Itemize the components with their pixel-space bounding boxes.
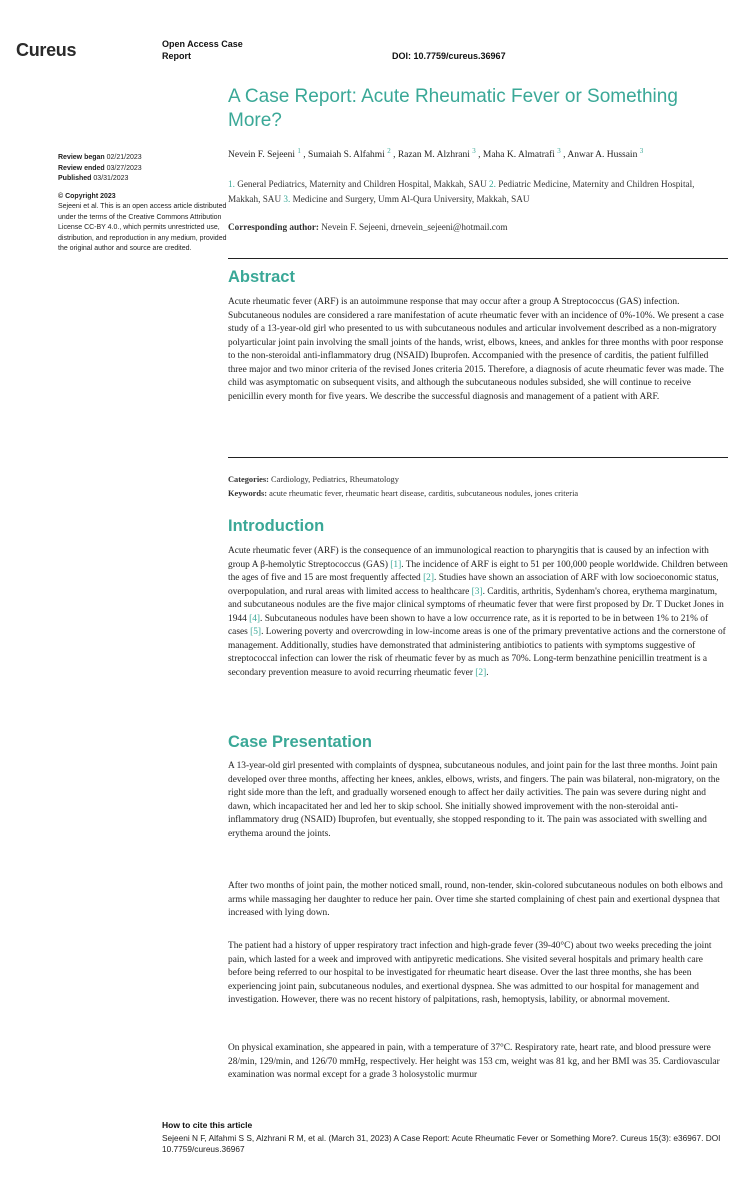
author-name[interactable]: Razan M. Alzhrani <box>397 150 470 161</box>
author-name[interactable]: Anwar A. Hussain <box>567 150 638 161</box>
author-list: Nevein F. Sejeeni $^1$ , Sumaiah S. Alfahmi $^2$ , Razan M. Alzhrani $^3$ , Maha K. Almatrafi $^3$ , Anwar A. Hussain $^3$ <box>228 147 644 161</box>
reference-link[interactable]: [2] <box>475 667 487 678</box>
cureus-logo: Cureus <box>16 40 77 60</box>
article-type-line1: Open Access Case <box>162 39 243 49</box>
cite-text: Sejeeni N F, Alfahmi S S, Alzhrani R M, et al. (March 31, 2023) A Case Report: Acute Rheumatic Fever or Something More?. Cureus 15(3): e36967. DOI 10.7759/cureus.36967 <box>162 1133 721 1154</box>
reference-link[interactable]: [1] <box>390 559 402 570</box>
author-affiliation-marker: 3 <box>639 147 644 155</box>
keywords <box>228 488 728 500</box>
article-type <box>162 38 243 62</box>
review-ended-date: 03/27/2023 <box>106 164 142 172</box>
review-ended-label: Review ended <box>58 164 105 172</box>
article-type-line2: Report <box>162 51 191 61</box>
sidebar-meta <box>58 153 236 255</box>
author-affiliation-marker: 3 <box>472 147 476 155</box>
author-name[interactable]: Sumaiah S. Alfahmi <box>308 150 385 161</box>
divider-top <box>228 258 728 259</box>
case-paragraph-2: After two months of joint pain, the mother noticed small, round, non-tender, skin-colored subcutaneous nodules on both elbows and arms while massaging her daughter to reduce her pain. Over time she started complaining of chest pain and exertional dyspnea that increased with lying down. <box>228 881 723 918</box>
categories <box>228 474 728 486</box>
affiliation-number: 1. <box>228 179 235 189</box>
keywords-text: acute rheumatic fever, rheumatic heart disease, carditis, subcutaneous nodules, jones criteria <box>269 489 579 498</box>
author-name[interactable]: Maha K. Almatrafi <box>482 150 555 161</box>
review-began <box>58 153 236 164</box>
intro-text-3: . Studies have shown an association of ARF with low socioeconomic status, overpopulation, and rural areas with limited access to healthcare <box>228 573 719 597</box>
reference-link[interactable]: [4] <box>249 613 261 624</box>
published <box>58 174 236 185</box>
review-ended <box>58 164 236 175</box>
intro-text-4: . Carditis, arthritis, Sydenham's chorea, erythema marginatum, and subcutaneous nodules are the five major clinical symptoms of rheumatic fever that were first proposed by Dr. T Ducket Jones in 1944 <box>228 586 724 624</box>
keywords-label: Keywords: <box>228 489 268 498</box>
reference-link[interactable]: [3] <box>471 586 483 597</box>
published-label: Published <box>58 175 92 182</box>
abstract-heading: Abstract <box>228 268 295 286</box>
intro-text-6: . Lowering poverty and overcrowding in low-income areas is one of the primary preventative actions and the cornerstone of management. Additionally, studies have demonstrated that administering antibiotics to patients with symptoms suggestive of streptococcal infection can lower the risk of rheumatic fever by as much as 70%. Long-term benzathine penicillin treatment is a secondary prevention measure to avoid recurring rheumatic fever <box>228 627 726 678</box>
affiliations <box>228 177 728 207</box>
review-began-label: Review began <box>58 154 105 161</box>
intro-text-1: Acute rheumatic fever (ARF) is the consequence of an immunological reaction to pharyngitis that is caused by an infection with group A β-hemolytic Streptococcus (GAS) <box>228 546 709 570</box>
divider-abstract <box>228 457 728 458</box>
case-paragraph-1: A 13-year-old girl presented with complaints of dyspnea, subcutaneous nodules, and joint pain for the last three months. Joint pain developed over three months, affecting her knees, ankles, elbows, wrists, and fingers. The pain was bilateral, non-migratory, on the right side more than the left, and gradually worsened enough to affect her daily activities. The pain was severe during night and dawn, which incapacitated her and led her to skip school. She initially showed improvement with the non-steroidal anti-inflammatory drug (NSAID) Ibuprofen, but eventually, she stopped responding to it. The pain was associated with swelling and erythema around the joints. <box>228 761 720 839</box>
author-name[interactable]: Nevein F. Sejeeni <box>228 150 296 161</box>
introduction-text <box>228 545 728 680</box>
abstract-text: Acute rheumatic fever (ARF) is an autoimmune response that may occur after a group A Streptococcus (GAS) infection. Subcutaneous nodules are considered a rare manifestation of acute rheumatic fever with an incidence of 0%-10%. We present a case study of a 13-year-old girl who presented to us with subcutaneous nodules and articular involvement described as a non-migratory polyarticular joint pain involving the small joints of the hands, wrist, elbows, knees, and ankles for three months with poor response to the non-steroidal anti-inflammatory drug (NSAID) Ibuprofen. Accompanied with the presence of carditis, the patient fulfilled three major and two minor criteria of the revised Jones criteria 2015. Therefore, a diagnosis of acute rheumatic fever was made. The child was asymptomatic on subsequent visits, and although the subcutaneous nodules subsided, she will continue to receive penicillin every month for five years. We describe the successful diagnosis and management of a patient with ARF. <box>228 297 724 402</box>
doi-header[interactable]: DOI: 10.7759/cureus.36967 <box>392 51 506 61</box>
corresponding-author-label: Corresponding author: <box>228 222 319 232</box>
intro-text-2: . The incidence of ARF is eight to 51 per 100,000 people worldwide. Children between the ages of five and 15 are most frequently affected <box>228 559 728 583</box>
author-affiliation-marker: 2 <box>387 147 391 155</box>
affiliation-text: General Pediatrics, Maternity and Children Hospital, Makkah, SAU <box>237 179 487 189</box>
published-date: 03/31/2023 <box>93 175 129 182</box>
affiliation-number: 2. <box>489 179 496 189</box>
article-title: A Case Report: Acute Rheumatic Fever or Something More? <box>228 86 678 131</box>
affiliation-text: Pediatric Medicine, Maternity and Children Hospital, Makkah, SAU <box>228 179 695 204</box>
cite-heading: How to cite this article <box>162 1120 253 1130</box>
corresponding-author-text[interactable]: Nevein F. Sejeeni, drnevein_sejeeni@hotmail.com <box>321 222 508 232</box>
license-text: Sejeeni et al. This is an open access article distributed under the terms of the Creative Commons Attribution License CC-BY 4.0., which permits unrestricted use, distribution, and reproduction in any medium, provided the original author and source are credited. <box>58 203 227 252</box>
reference-link[interactable]: [5] <box>250 627 262 637</box>
case-paragraph-3: The patient had a history of upper respiratory tract infection and high-grade fever (39-40°C) about two weeks preceding the joint pain, which lasted for a week and improved with antipyretic medications. She visited several hospitals and primary health care before being referred to our hospital to be investigated for rheumatic heart disease. Over the last three months, she has been experiencing joint pain, subcutaneous nodules, and exertional dyspnea. She was admitted to our hospital for management and investigation. However, there was no recent history of palpitations, rash, hemoptysis, lability, or abnormal movement. <box>228 941 712 1005</box>
case-presentation-heading: Case Presentation <box>228 733 372 751</box>
introduction-heading: Introduction <box>228 517 325 535</box>
intro-text-5: . Subcutaneous nodules have been shown to have a low occurrence rate, as it is reported to be in between 1% to 21% of cases <box>228 613 709 637</box>
categories-label: Categories: <box>228 475 269 484</box>
reference-link[interactable]: [2] <box>423 573 434 583</box>
author-affiliation-marker: 3 <box>557 147 561 155</box>
corresponding-author <box>228 222 728 232</box>
affiliation-text: Medicine and Surgery, Umm Al-Qura University, Makkah, SAU <box>292 194 530 204</box>
copyright-label: © Copyright 2023 <box>58 192 116 200</box>
categories-text: Cardiology, Pediatrics, Rheumatology <box>271 475 399 484</box>
author-affiliation-marker: 1 <box>297 147 301 155</box>
intro-text-7: . <box>486 667 489 678</box>
case-paragraph-4: On physical examination, she appeared in pain, with a temperature of 37°C. Respiratory rate, heart rate, and blood pressure were 28/min, 129/min, and 126/70 mmHg, respectively. Her height was 153 cm, weight was 81 kg, and her BMI was 35. Cardiovascular examination was normal except for a grade 3 holosystolic murmur <box>228 1043 720 1080</box>
review-began-date: 02/21/2023 <box>106 154 142 161</box>
affiliation-number: 3. <box>283 194 291 204</box>
